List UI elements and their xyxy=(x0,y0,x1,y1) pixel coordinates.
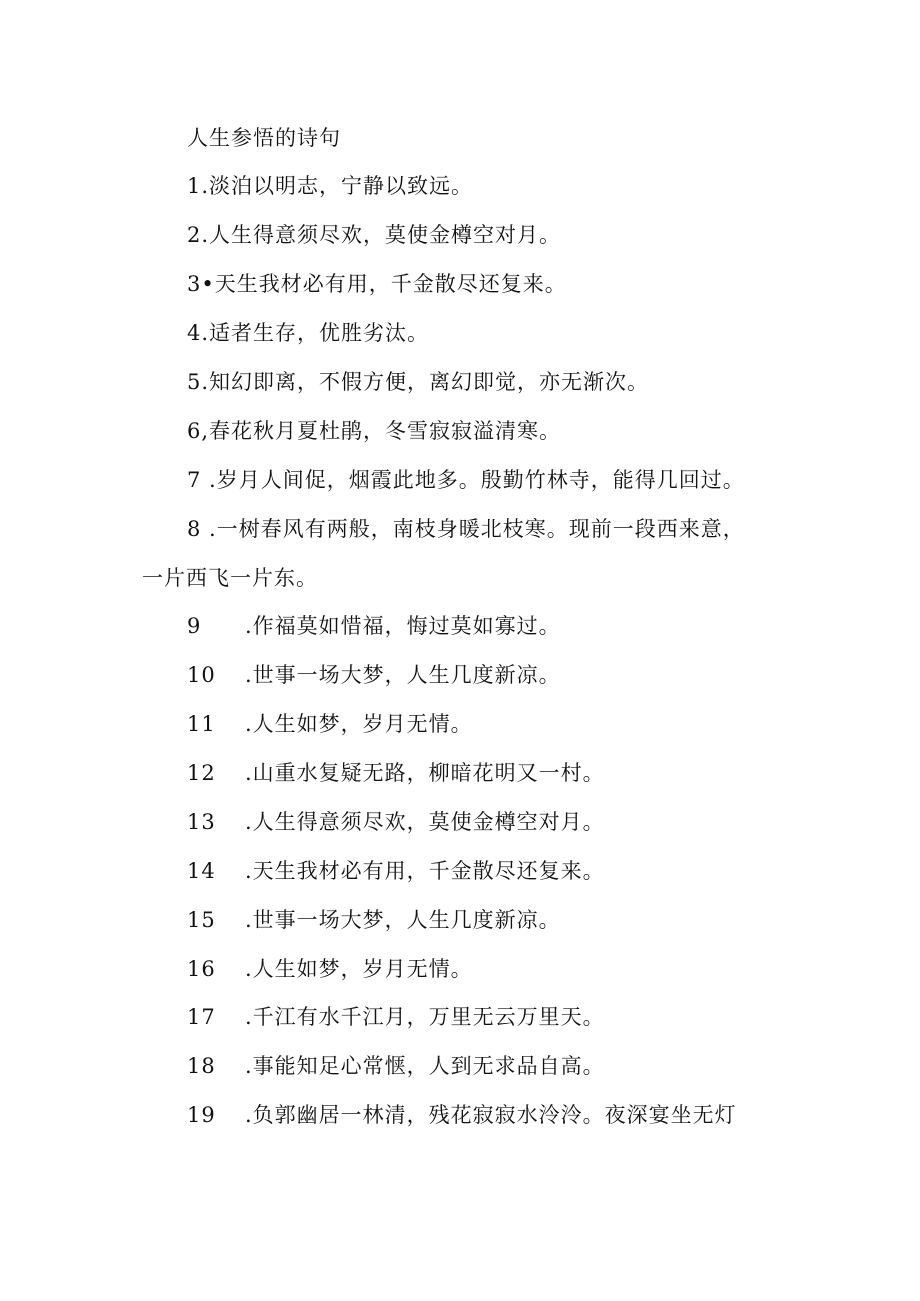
document-title: 人生参悟的诗句 xyxy=(187,126,341,150)
poem-line-17 xyxy=(187,1003,605,1031)
line-number: 9 xyxy=(187,614,202,638)
line-text: .天生我材必有用，千金散尽还复来。 xyxy=(245,859,605,883)
line-number: 15 xyxy=(187,908,216,932)
line-number: 13 xyxy=(187,810,216,834)
line-text: .人生如梦，岁月无情。 xyxy=(245,957,473,981)
poem-line-11 xyxy=(187,710,473,738)
line-number: 11 xyxy=(187,712,216,736)
poem-line-10 xyxy=(187,661,561,689)
line-number: 18 xyxy=(187,1054,216,1078)
line-text: .世事一场大梦，人生几度新凉。 xyxy=(245,663,561,687)
line-text: .人生得意须尽欢，莫使金樽空对月。 xyxy=(245,810,605,834)
line-text: .山重水复疑无路，柳暗花明又一村。 xyxy=(245,761,605,785)
poem-line-8-continued: 一片西飞一片东。 xyxy=(142,566,318,590)
poem-line-19 xyxy=(187,1101,737,1129)
poem-line-15 xyxy=(187,906,561,934)
poem-line-5: 5.知幻即离，不假方便，离幻即觉，亦无渐次。 xyxy=(187,370,650,394)
poem-line-4: 4.适者生存，优胜劣汰。 xyxy=(187,321,430,345)
poem-line-12 xyxy=(187,759,605,787)
line-text: .事能知足心常惬，人到无求品自高。 xyxy=(245,1054,605,1078)
poem-line-1: 1.淡泊以明志，宁静以致远。 xyxy=(187,174,474,198)
poem-line-14 xyxy=(187,857,605,885)
line-number: 19 xyxy=(187,1103,216,1127)
poem-line-16 xyxy=(187,955,473,983)
line-number: 12 xyxy=(187,761,216,785)
poem-line-2: 2.人生得意须尽欢，莫使金樽空对月。 xyxy=(187,223,562,247)
poem-line-18 xyxy=(187,1052,605,1080)
line-number: 17 xyxy=(187,1005,216,1029)
poem-line-13 xyxy=(187,808,605,836)
poem-line-6: 6,春花秋月夏杜鹃，冬雪寂寂溢清寒。 xyxy=(187,419,562,443)
line-number: 10 xyxy=(187,663,216,687)
poem-line-7: 7 .岁月人间促，烟霞此地多。殷勤竹林寺，能得几回过。 xyxy=(187,468,745,492)
poem-line-3: 3•天生我材必有用，千金散尽还复来。 xyxy=(187,272,567,296)
line-number: 14 xyxy=(187,859,216,883)
line-text: .负郭幽居一林清，残花寂寂水泠泠。夜深宴坐无灯 xyxy=(245,1103,737,1127)
line-number: 16 xyxy=(187,957,216,981)
line-text: .世事一场大梦，人生几度新凉。 xyxy=(245,908,561,932)
line-text: .千江有水千江月，万里无云万里天。 xyxy=(245,1005,605,1029)
line-text: .作福莫如惜福，悔过莫如寡过。 xyxy=(245,614,561,638)
poem-line-9 xyxy=(187,612,561,640)
line-text: .人生如梦，岁月无情。 xyxy=(245,712,473,736)
poem-line-8: 8 .一树春风有两般，南枝身暖北枝寒。现前一段西来意， xyxy=(187,517,745,541)
